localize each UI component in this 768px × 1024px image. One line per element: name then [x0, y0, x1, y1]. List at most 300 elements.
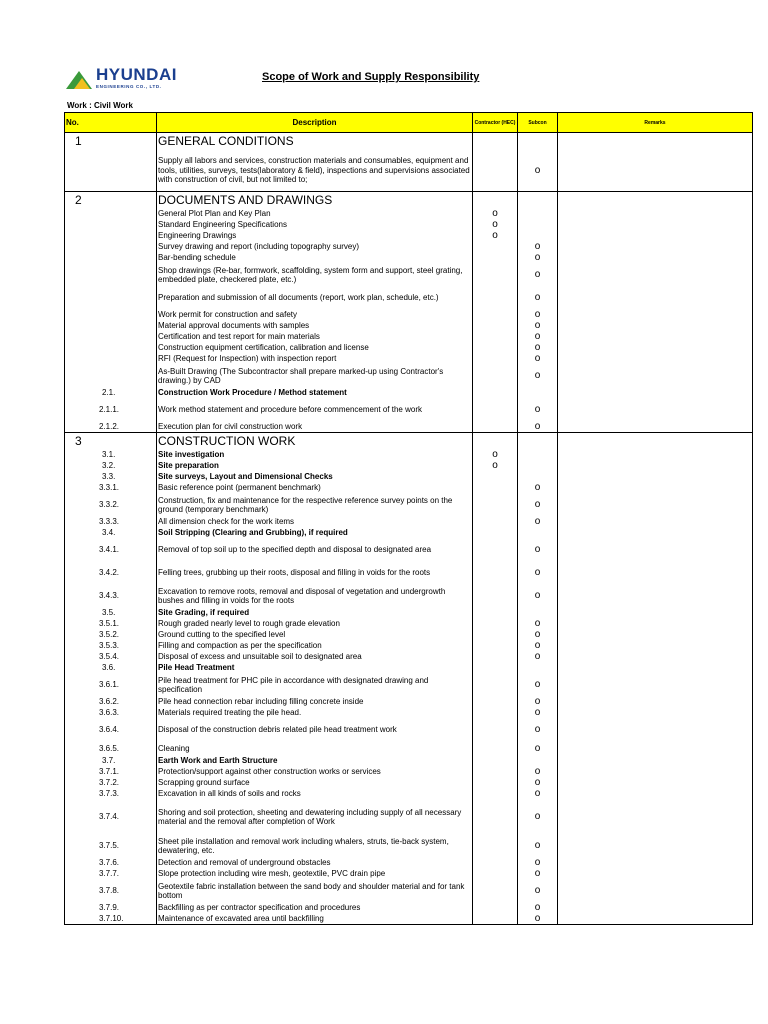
table-row	[65, 242, 753, 253]
subcon-mark: o	[518, 242, 558, 253]
remarks-cell	[558, 585, 753, 608]
table-row	[65, 719, 753, 742]
remarks-cell	[558, 133, 753, 150]
row-number	[65, 608, 157, 619]
contractor-mark	[473, 641, 518, 652]
table-row	[65, 310, 753, 321]
row-description: RFI (Request for Inspection) with inspection report	[157, 354, 473, 365]
row-number-text: 3.1.	[102, 450, 116, 460]
col-header-no: No.	[65, 113, 157, 133]
row-description: Construction Work Procedure / Method statement	[157, 388, 473, 399]
contractor-mark	[473, 133, 518, 150]
row-description: Pile head connection rebar including filling concrete inside	[157, 697, 473, 708]
document-title: Scope of Work and Supply Responsibility	[262, 71, 480, 83]
contractor-mark: o	[473, 220, 518, 231]
remarks-cell	[558, 220, 753, 231]
subcon-mark: o	[518, 800, 558, 835]
remarks-cell	[558, 619, 753, 630]
row-number	[65, 242, 157, 253]
row-description: Bar-bending schedule	[157, 253, 473, 264]
contractor-mark	[473, 778, 518, 789]
remarks-cell	[558, 767, 753, 778]
contractor-mark	[473, 585, 518, 608]
remarks-cell	[558, 242, 753, 253]
row-number	[65, 332, 157, 343]
contractor-mark	[473, 192, 518, 209]
row-description: DOCUMENTS AND DRAWINGS	[157, 192, 473, 209]
contractor-mark	[473, 767, 518, 778]
table-row	[65, 517, 753, 528]
row-number	[65, 354, 157, 365]
table-row	[65, 483, 753, 494]
contractor-mark	[473, 332, 518, 343]
subcon-mark: o	[518, 708, 558, 719]
contractor-mark	[473, 652, 518, 663]
remarks-cell	[558, 253, 753, 264]
row-number-text: 2.1.2.	[99, 422, 120, 431]
table-row	[65, 663, 753, 674]
remarks-cell	[558, 150, 753, 192]
table-row	[65, 880, 753, 903]
contractor-mark	[473, 719, 518, 742]
row-number	[65, 800, 157, 835]
remarks-cell	[558, 528, 753, 539]
table-row	[65, 858, 753, 869]
remarks-cell	[558, 399, 753, 422]
contractor-mark	[473, 310, 518, 321]
row-number-text: 3.6.5.	[99, 743, 120, 753]
row-description: Shop drawings (Re-bar, formwork, scaffolding, system form and support, steel grating, embedded plate, checkered plate, etc.)	[157, 264, 473, 287]
row-number	[65, 778, 157, 789]
row-number-text: 3.7.8.	[99, 886, 120, 896]
remarks-cell	[558, 562, 753, 585]
logo-subtitle: ENGINEERING CO., LTD.	[96, 84, 162, 89]
row-number	[65, 483, 157, 494]
row-number-text: 3	[75, 434, 82, 449]
remarks-cell	[558, 450, 753, 461]
remarks-cell	[558, 663, 753, 674]
contractor-mark	[473, 756, 518, 767]
subcon-mark: o	[518, 619, 558, 630]
section-row	[65, 133, 753, 150]
row-number	[65, 756, 157, 767]
table-row	[65, 652, 753, 663]
remarks-cell	[558, 778, 753, 789]
table-row	[65, 422, 753, 433]
subcon-mark: o	[518, 903, 558, 914]
contractor-mark: o	[473, 461, 518, 472]
contractor-mark	[473, 697, 518, 708]
subcon-mark	[518, 663, 558, 674]
table-row	[65, 778, 753, 789]
contractor-mark	[473, 354, 518, 365]
remarks-cell	[558, 472, 753, 483]
row-description: Engineering Drawings	[157, 231, 473, 242]
row-number	[65, 321, 157, 332]
remarks-cell	[558, 630, 753, 641]
row-number	[65, 209, 157, 220]
row-number-text: 3.7.10.	[99, 914, 124, 923]
subcon-mark: o	[518, 630, 558, 641]
subcon-mark: o	[518, 789, 558, 800]
subcon-mark: o	[518, 767, 558, 778]
row-description: Construction, fix and maintenance for the respective reference survey points on the ground (temporary benchmark)	[157, 494, 473, 517]
table-header-row	[65, 113, 753, 133]
row-description: CONSTRUCTION WORK	[157, 433, 473, 450]
table-row	[65, 399, 753, 422]
remarks-cell	[558, 321, 753, 332]
remarks-cell	[558, 641, 753, 652]
col-header-description: Description	[157, 113, 473, 133]
contractor-mark	[473, 517, 518, 528]
row-number-text: 3.5.1.	[99, 619, 120, 629]
row-description: Protection/support against other construction works or services	[157, 767, 473, 778]
contractor-mark	[473, 253, 518, 264]
remarks-cell	[558, 800, 753, 835]
remarks-cell	[558, 354, 753, 365]
table-row	[65, 756, 753, 767]
contractor-mark	[473, 914, 518, 925]
table-row	[65, 914, 753, 925]
row-number	[65, 858, 157, 869]
row-description: Disposal of the construction debris related pile head treatment work	[157, 719, 473, 742]
table-row	[65, 220, 753, 231]
row-number	[65, 742, 157, 756]
remarks-cell	[558, 517, 753, 528]
subcon-mark	[518, 450, 558, 461]
row-number	[65, 697, 157, 708]
row-description: Excavation to remove roots, removal and disposal of vegetation and undergrowth bushes and filling in voids for the roots	[157, 585, 473, 608]
remarks-cell	[558, 869, 753, 880]
table-row	[65, 674, 753, 697]
remarks-cell	[558, 914, 753, 925]
row-number	[65, 835, 157, 858]
table-row	[65, 528, 753, 539]
row-number-text: 3.6.4.	[99, 725, 120, 735]
row-description: Preparation and submission of all documents (report, work plan, schedule, etc.)	[157, 287, 473, 310]
row-number-text: 2.1.1.	[99, 405, 120, 415]
row-number-text: 3.4.2.	[99, 568, 120, 578]
triangle-logo-icon	[66, 71, 92, 89]
row-description: Scrapping ground surface	[157, 778, 473, 789]
col-header-subcon: Subcon	[518, 113, 558, 133]
row-description: Execution plan for civil construction work	[157, 422, 473, 433]
contractor-mark	[473, 869, 518, 880]
subcon-mark: o	[518, 354, 558, 365]
row-number	[65, 388, 157, 399]
table-row	[65, 209, 753, 220]
subcon-mark: o	[518, 343, 558, 354]
row-description: Detection and removal of underground obstacles	[157, 858, 473, 869]
row-description: General Plot Plan and Key Plan	[157, 209, 473, 220]
remarks-cell	[558, 697, 753, 708]
subcon-mark: o	[518, 697, 558, 708]
table-row	[65, 343, 753, 354]
contractor-mark	[473, 343, 518, 354]
contractor-mark	[473, 528, 518, 539]
row-number-text: 3.6.	[102, 663, 116, 673]
table-row	[65, 150, 753, 192]
contractor-mark	[473, 539, 518, 562]
remarks-cell	[558, 903, 753, 914]
contractor-mark	[473, 835, 518, 858]
subcon-mark: o	[518, 652, 558, 663]
row-number-text: 3.2.	[102, 461, 116, 471]
remarks-cell	[558, 332, 753, 343]
row-description: Geotextile fabric installation between the sand body and shoulder material and for tank bottom	[157, 880, 473, 903]
row-number	[65, 450, 157, 461]
row-number	[65, 264, 157, 287]
subcon-mark	[518, 433, 558, 450]
contractor-mark: o	[473, 231, 518, 242]
subcon-mark: o	[518, 880, 558, 903]
row-description: All dimension check for the work items	[157, 517, 473, 528]
table-row	[65, 789, 753, 800]
row-number	[65, 494, 157, 517]
subcon-mark: o	[518, 562, 558, 585]
row-description: Work method statement and procedure before commencement of the work	[157, 399, 473, 422]
subcon-mark	[518, 192, 558, 209]
contractor-mark	[473, 742, 518, 756]
remarks-cell	[558, 287, 753, 310]
row-number	[65, 472, 157, 483]
subcon-mark: o	[518, 539, 558, 562]
table-body	[65, 133, 753, 925]
row-description: Material approval documents with samples	[157, 321, 473, 332]
subcon-mark: o	[518, 483, 558, 494]
table-row	[65, 450, 753, 461]
subcon-mark	[518, 528, 558, 539]
row-number	[65, 310, 157, 321]
row-description: Pile Head Treatment	[157, 663, 473, 674]
table-row	[65, 608, 753, 619]
row-description: Shoring and soil protection, sheeting and dewatering including supply of all necessary material and the removal after completion of Work	[157, 800, 473, 835]
row-number-text: 3.3.1.	[99, 483, 120, 493]
row-description: Supply all labors and services, construction materials and consumables, equipment and tools, utilities, surveys, tests(laboratory & field), inspections and supervisions associated with construction of civil, but not limited to;	[157, 150, 473, 192]
subcon-mark: o	[518, 858, 558, 869]
row-description: Site investigation	[157, 450, 473, 461]
subcon-mark: o	[518, 869, 558, 880]
row-description: Basic reference point (permanent benchmark)	[157, 483, 473, 494]
contractor-mark	[473, 880, 518, 903]
contractor-mark	[473, 365, 518, 388]
contractor-mark	[473, 433, 518, 450]
row-number-text: 3.7.1.	[99, 767, 120, 777]
contractor-mark	[473, 903, 518, 914]
contractor-mark: o	[473, 450, 518, 461]
row-number	[65, 231, 157, 242]
row-number-text: 3.3.	[102, 472, 116, 482]
remarks-cell	[558, 433, 753, 450]
subcon-mark: o	[518, 517, 558, 528]
row-number	[65, 880, 157, 903]
table-row	[65, 767, 753, 778]
row-description: Survey drawing and report (including topography survey)	[157, 242, 473, 253]
row-description: Sheet pile installation and removal work including whalers, struts, tie-back system, dewatering, etc.	[157, 835, 473, 858]
table-row	[65, 287, 753, 310]
row-description: Standard Engineering Specifications	[157, 220, 473, 231]
subcon-mark: o	[518, 914, 558, 925]
contractor-mark: o	[473, 209, 518, 220]
contractor-mark	[473, 608, 518, 619]
subcon-mark: o	[518, 494, 558, 517]
remarks-cell	[558, 264, 753, 287]
row-description: Materials required treating the pile head.	[157, 708, 473, 719]
table-row	[65, 461, 753, 472]
row-number	[65, 192, 157, 209]
subcon-mark	[518, 220, 558, 231]
subcon-mark: o	[518, 674, 558, 697]
subcon-mark: o	[518, 310, 558, 321]
table-row	[65, 869, 753, 880]
remarks-cell	[558, 310, 753, 321]
remarks-cell	[558, 422, 753, 433]
row-number	[65, 585, 157, 608]
table-row	[65, 619, 753, 630]
row-number	[65, 343, 157, 354]
row-number-text: 3.7.	[102, 756, 116, 766]
row-number	[65, 539, 157, 562]
table-row	[65, 332, 753, 343]
contractor-mark	[473, 264, 518, 287]
row-number-text: 3.6.2.	[99, 697, 120, 707]
table-row	[65, 641, 753, 652]
remarks-cell	[558, 231, 753, 242]
subcon-mark: o	[518, 641, 558, 652]
contractor-mark	[473, 619, 518, 630]
subcon-mark: o	[518, 365, 558, 388]
remarks-cell	[558, 539, 753, 562]
contractor-mark	[473, 472, 518, 483]
row-number	[65, 528, 157, 539]
table-row	[65, 630, 753, 641]
row-number	[65, 789, 157, 800]
row-number-text: 3.5.	[102, 608, 116, 618]
table-row	[65, 494, 753, 517]
row-description: Soil Stripping (Clearing and Grubbing), if required	[157, 528, 473, 539]
row-number-text: 3.7.9.	[99, 903, 120, 913]
row-number	[65, 365, 157, 388]
row-number-text: 3.6.3.	[99, 708, 120, 718]
remarks-cell	[558, 608, 753, 619]
row-description: Felling trees, grubbing up their roots, disposal and filling in voids for the roots	[157, 562, 473, 585]
row-number	[65, 674, 157, 697]
row-number-text: 3.7.6.	[99, 858, 120, 868]
subcon-mark: o	[518, 253, 558, 264]
row-number-text: 3.3.3.	[99, 517, 120, 527]
table-row	[65, 388, 753, 399]
table-row	[65, 321, 753, 332]
remarks-cell	[558, 708, 753, 719]
row-number	[65, 220, 157, 231]
contractor-mark	[473, 242, 518, 253]
remarks-cell	[558, 461, 753, 472]
contractor-mark	[473, 483, 518, 494]
remarks-cell	[558, 858, 753, 869]
subcon-mark: o	[518, 264, 558, 287]
row-number	[65, 517, 157, 528]
col-header-contractor: Contractor (HEC)	[473, 113, 518, 133]
col-header-remarks: Remarks	[558, 113, 753, 133]
remarks-cell	[558, 494, 753, 517]
row-number	[65, 914, 157, 925]
row-number	[65, 663, 157, 674]
table-row	[65, 253, 753, 264]
row-number-text: 3.7.7.	[99, 869, 120, 879]
section-row	[65, 433, 753, 450]
row-number-text: 3.5.2.	[99, 630, 120, 640]
row-description: Removal of top soil up to the specified depth and disposal to designated area	[157, 539, 473, 562]
subcon-mark: o	[518, 585, 558, 608]
row-number	[65, 150, 157, 192]
row-number	[65, 903, 157, 914]
scope-table	[64, 112, 753, 925]
row-number	[65, 767, 157, 778]
subcon-mark: o	[518, 287, 558, 310]
row-description: Backfilling as per contractor specification and procedures	[157, 903, 473, 914]
remarks-cell	[558, 742, 753, 756]
table-row	[65, 800, 753, 835]
subcon-mark: o	[518, 835, 558, 858]
row-number	[65, 399, 157, 422]
row-description: Excavation in all kinds of soils and rocks	[157, 789, 473, 800]
table-row	[65, 903, 753, 914]
subcon-mark: o	[518, 399, 558, 422]
row-number	[65, 641, 157, 652]
contractor-mark	[473, 674, 518, 697]
row-description: Rough graded nearly level to rough grade elevation	[157, 619, 473, 630]
row-description: Earth Work and Earth Structure	[157, 756, 473, 767]
remarks-cell	[558, 719, 753, 742]
row-number	[65, 287, 157, 310]
row-number	[65, 562, 157, 585]
row-number	[65, 133, 157, 150]
subcon-mark: o	[518, 742, 558, 756]
contractor-mark	[473, 630, 518, 641]
row-description: Ground cutting to the specified level	[157, 630, 473, 641]
row-description: Construction equipment certification, calibration and license	[157, 343, 473, 354]
row-number-text: 3.7.2.	[99, 778, 120, 788]
subcon-mark: o	[518, 150, 558, 192]
row-number	[65, 461, 157, 472]
remarks-cell	[558, 789, 753, 800]
contractor-mark	[473, 858, 518, 869]
table-row	[65, 539, 753, 562]
row-description: Site Grading, if required	[157, 608, 473, 619]
work-label: Work : Civil Work	[67, 101, 133, 110]
row-number-text: 3.4.3.	[99, 591, 120, 601]
row-number-text: 3.5.3.	[99, 641, 120, 651]
contractor-mark	[473, 150, 518, 192]
contractor-mark	[473, 562, 518, 585]
remarks-cell	[558, 652, 753, 663]
subcon-mark: o	[518, 332, 558, 343]
subcon-mark: o	[518, 422, 558, 433]
remarks-cell	[558, 756, 753, 767]
table-row	[65, 835, 753, 858]
row-description: Filling and compaction as per the specification	[157, 641, 473, 652]
hyundai-logo	[66, 66, 186, 96]
row-number	[65, 433, 157, 450]
contractor-mark	[473, 494, 518, 517]
table-row	[65, 708, 753, 719]
table-row	[65, 354, 753, 365]
remarks-cell	[558, 835, 753, 858]
row-number	[65, 619, 157, 630]
subcon-mark	[518, 388, 558, 399]
contractor-mark	[473, 287, 518, 310]
subcon-mark: o	[518, 778, 558, 789]
